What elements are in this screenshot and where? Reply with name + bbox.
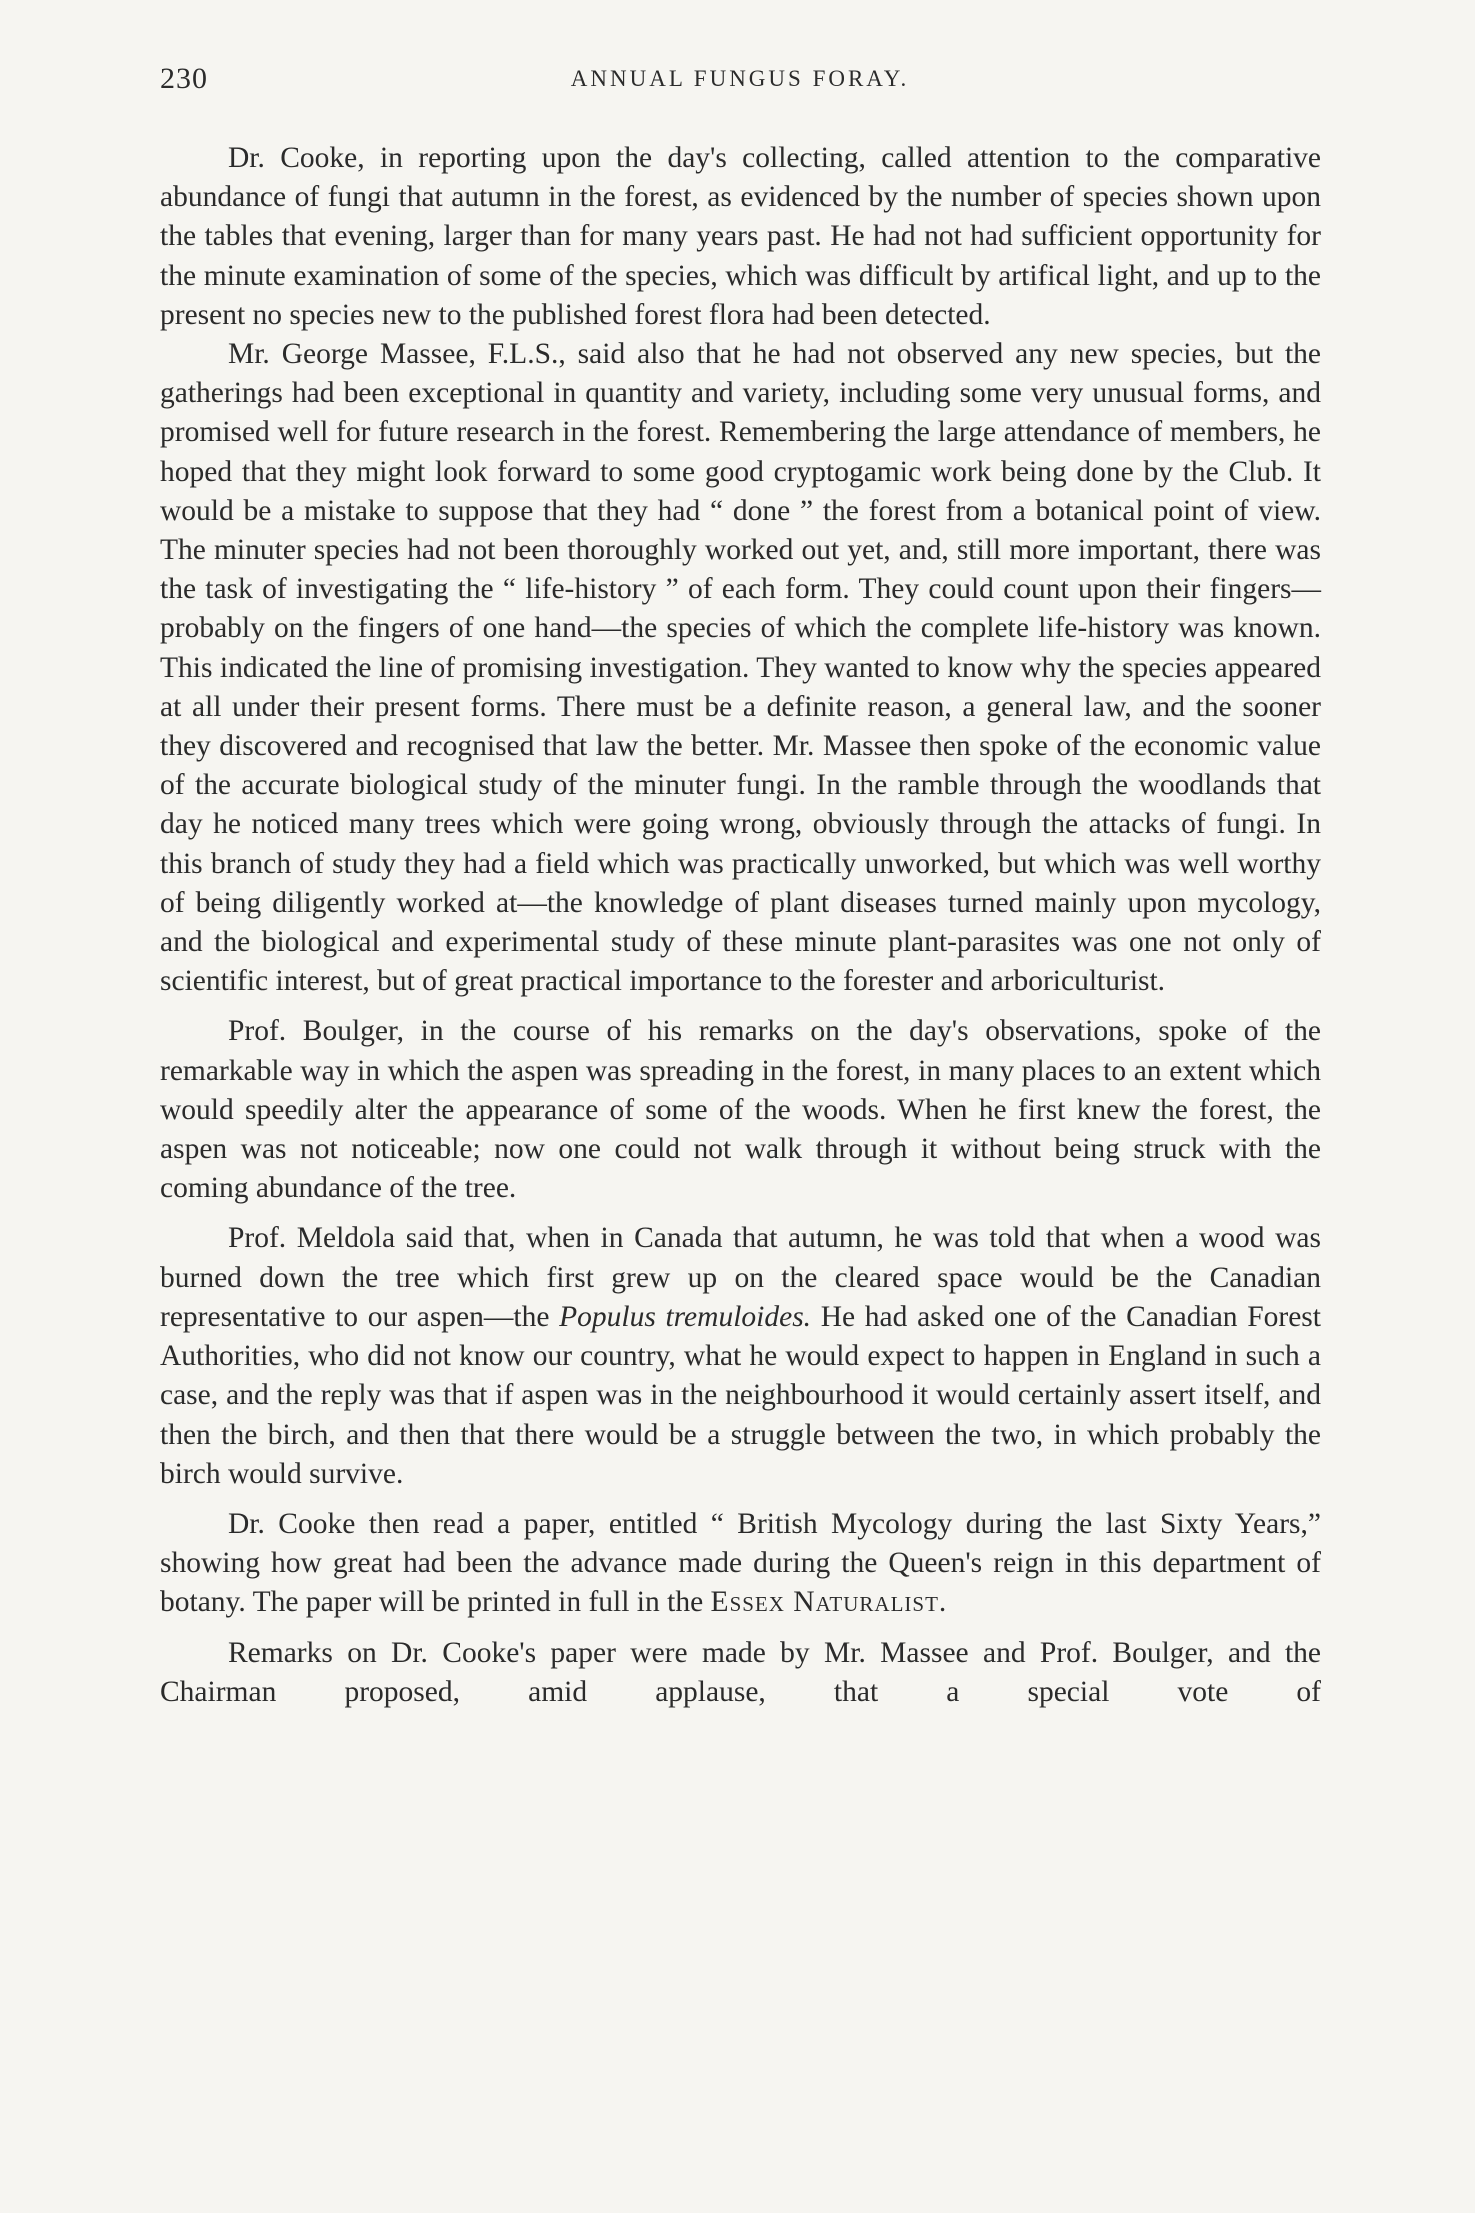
meldola-text-before: Prof. Meldola said that, when in Canada that autumn, he was told that when a wood was burned down the tree which first grew up on the cleared space would be the Canadian representative to our aspen—the [160, 1222, 1321, 1333]
paragraph-boulger-remarks: Prof. Boulger, in the course of his remarks on the day's observations, spoke of the remarkable way in which the aspen was spreading in the forest, in many places to an extent which would speedily alter the appearance of some of the woods. When he first knew the forest, the aspen was not noticeable; now one could not walk through it without being struck with the coming abundance of the tree. [160, 1015, 1321, 1205]
body-text [160, 139, 1321, 1712]
paragraph-cooke-paper [160, 1505, 1321, 1623]
page-header [160, 62, 1320, 102]
paragraph-meldola-remarks [160, 1219, 1321, 1493]
journal-name-smallcaps: Essex Naturalist. [710, 1586, 948, 1619]
running-title: ANNUAL FUNGUS FORAY. [570, 66, 910, 91]
species-name-italic: Populus tremuloides. [559, 1300, 812, 1333]
meldola-text-after: He had asked one of the Canadian Forest Authorities, who did not know our country, what he would expect to happen in England in such a case, and the reply was that if aspen was in the neighbourhood it would certainly assert itself, and then the birch, and then that there would be a struggle between the two, in which probably the birch would survive. [160, 1300, 1321, 1490]
page-number: 230 [160, 62, 208, 95]
paragraph-closing-remarks: Remarks on Dr. Cooke's paper were made by Mr. Massee and Prof. Boulger, and the Chairman proposed, amid applause, that a special vote of [160, 1636, 1321, 1708]
paragraph-massee-remarks: Mr. George Massee, F.L.S., said also that he had not observed any new species, but the gatherings had been exceptional in quantity and variety, including some very unusual forms, and promised well for future research in the forest. Remembering the large attendance of members, he hoped that they might look forward to some good cryptogamic work being done by the Club. It would be a mistake to suppose that they had “ done ” the forest from a botanical point of view. The minuter species had not been thoroughly worked out yet, and, still more important, there was the task of investigating the “ life-history ” of each form. They could count upon their fingers—probably on the fingers of one hand—the species of which the complete life-history was known. This indicated the line of promising investigation. They wanted to know why the species appeared at all under their present forms. There must be a definite reason, a general law, and the sooner they discovered and recognised that law the better. Mr. Massee then spoke of the economic value of the accurate biological study of the minuter fungi. In the ramble through the woodlands that day he noticed many trees which were going wrong, obviously through the attacks of fungi. In this branch of study they had a field which was practically unworked, but which was well worthy of being diligently worked at—the knowledge of plant diseases turned mainly upon mycology, and the biological and experimental study of these minute plant-parasites was one not only of scientific interest, but of great practical importance to the forester and arboriculturist. [160, 338, 1321, 998]
cooke-paper-text-before: Dr. Cooke then read a paper, entitled “ British Mycology during the last Sixty Years,” showing how great had been the advance made during the Queen's reign in this department of botany. The paper will be printed in full in the [160, 1507, 1321, 1619]
paragraph-cooke-report: Dr. Cooke, in reporting upon the day's collecting, called attention to the comparative abundance of fungi that autumn in the forest, as evidenced by the number of species shown upon the tables that evening, larger than for many years past. He had not had sufficient opportunity for the minute examination of some of the species, which was difficult by artifical light, and up to the present no species new to the published forest flora had been detected. [160, 142, 1321, 331]
